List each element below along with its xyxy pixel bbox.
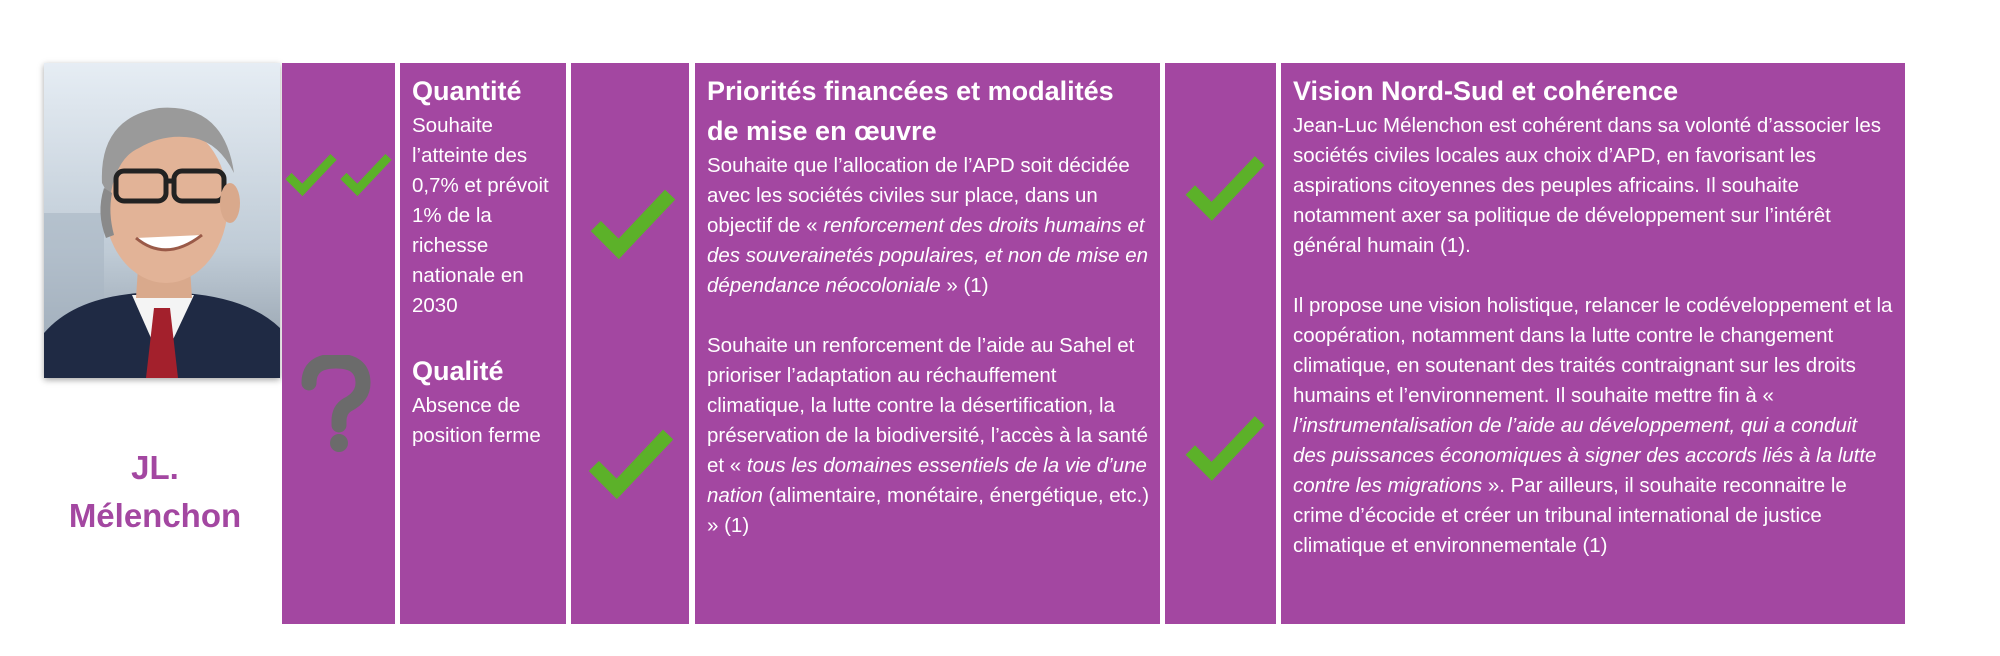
candidate-portrait [44,63,280,378]
quantity-quality-marks-column [282,63,395,624]
check-icon [1185,412,1265,488]
question-mark-icon [297,355,375,455]
vision-marks-column [1165,63,1276,624]
vision-title: Vision Nord-Sud et cohérence [1293,76,1679,106]
quality-text: Absence de position ferme [412,394,541,447]
quantity-quality-cell [400,63,566,624]
candidate-name [40,444,270,540]
quantity-text: Souhaite l’atteinte des 0,7% et prévoit 1% de la richesse nationale en 2030 [412,114,549,317]
quality-title: Qualité [412,356,504,386]
priorities-title: Priorités financées et modalités de mise en œuvre [707,76,1114,146]
vision-paragraph-2: Il propose une vision holistique, relancer le codéveloppement et la coopération, notamment dans la lutte contre le changement climatique, en soutenant des traités contraignant sur les droits humains et l’environnement. Il souhaite mettre fin à « l’instrumentalisation de l’aide au développement, qui a conduit des puissances économiques à signer des accords liés à la lutte contre les migrations ». Par ailleurs, il souhaite reconnaitre le crime d’écocide et créer un tribunal international de justice climatique et environnementale (1) [1293,294,1893,557]
priorities-paragraph-1: Souhaite que l’allocation de l’APD soit décidée avec les sociétés civiles sur place, dans un objectif de « renforcement des droits humains et des souverainetés populaires, et non de mise en dépendance néocoloniale » (1) [707,154,1149,297]
check-icon [590,186,676,266]
priorities-marks-column [571,63,689,624]
vision-cell [1281,63,1905,624]
priorities-cell [695,63,1160,624]
check-icon [1185,152,1265,228]
check-icon [340,150,392,202]
priorities-paragraph-2: Souhaite un renforcement de l’aide au Sahel et prioriser l’adaptation au réchauffement climatique, la lutte contre la désertification, la préservation de la biodiversité, l’accès à la santé et « tous les domaines essentiels de la vie d’une nation (alimentaire, monétaire, énergétique, etc.) » (1) [707,334,1150,537]
check-icon [285,150,337,202]
candidate-name-line1: JL. [131,449,179,486]
check-icon [588,426,674,506]
vision-paragraph-1: Jean-Luc Mélenchon est cohérent dans sa volonté d’associer les sociétés civiles locales aux choix d’APD, en favorisant les aspirations citoyennes des peuples africains. Il souhaite notamment axer sa politique de développement sur l’intérêt général humain (1). [1293,114,1882,257]
quantity-title: Quantité [412,76,522,106]
candidate-name-line2: Mélenchon [68,497,242,534]
